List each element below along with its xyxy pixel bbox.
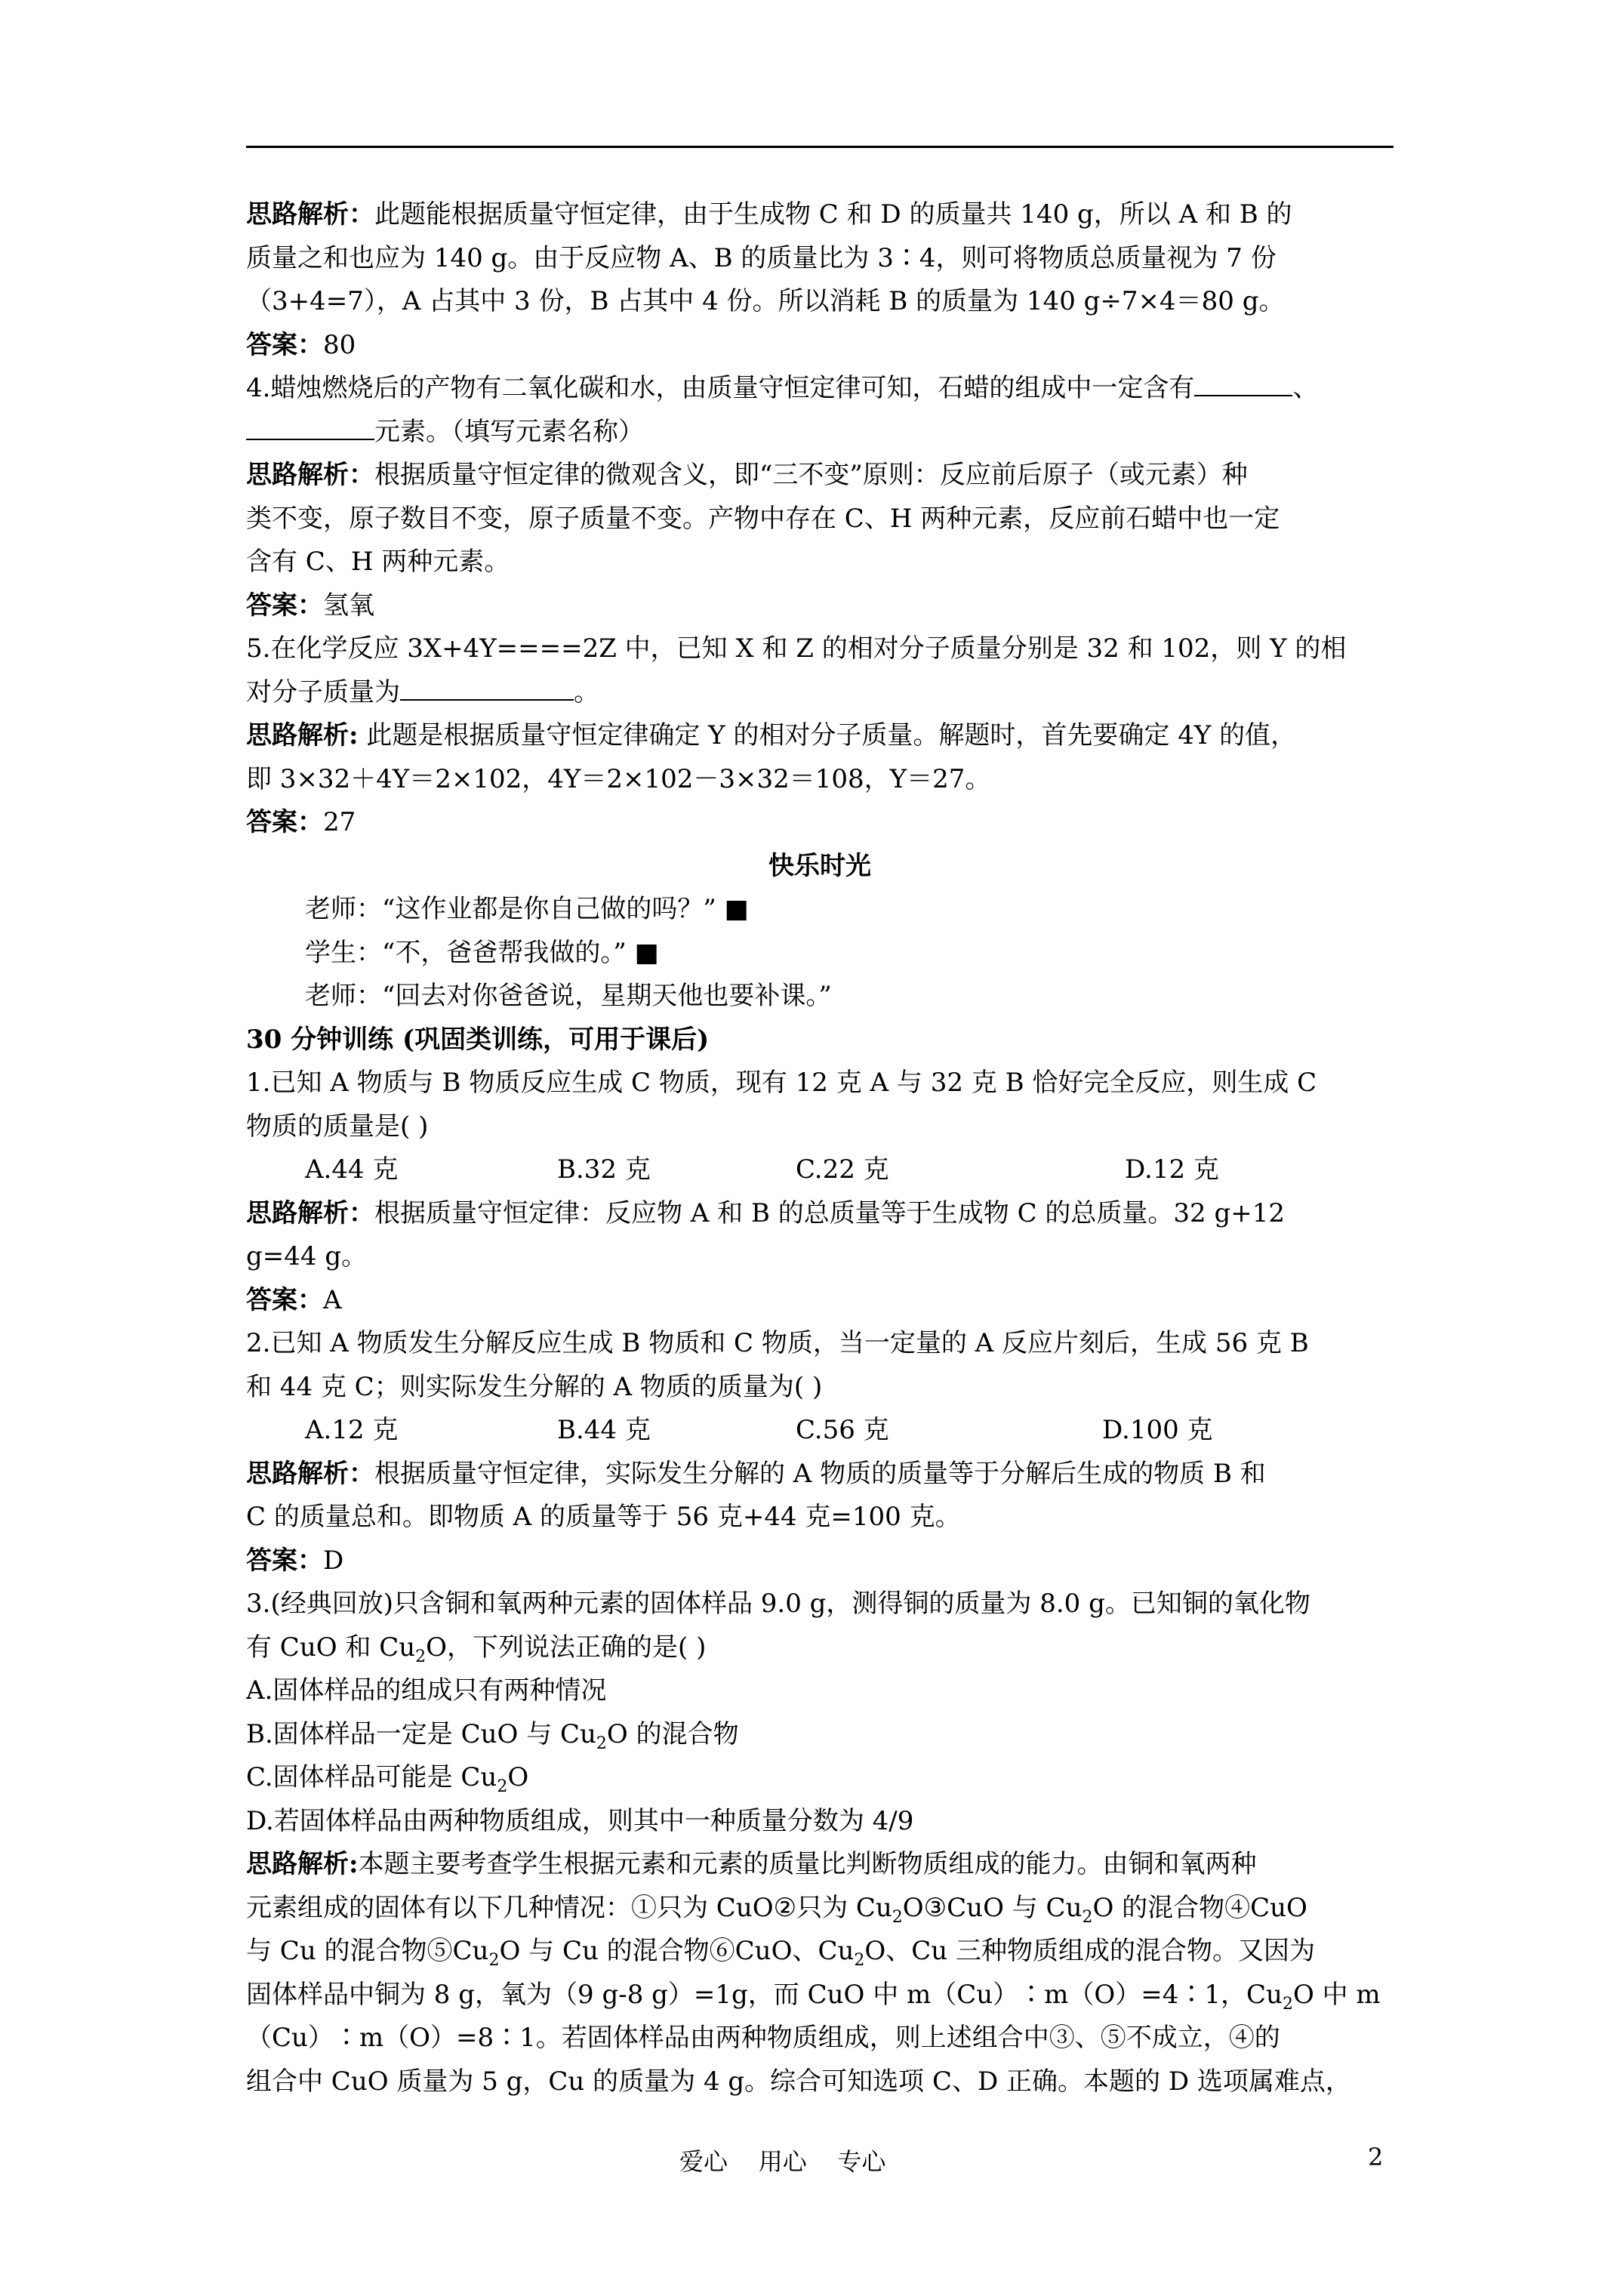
text: （Cu）∶m（O）=8∶1。若固体样品由两种物质组成，则上述组合中③、⑤不成立，④的 — [246, 2023, 1280, 2053]
paragraph-line — [246, 541, 1394, 584]
subscript: 2 — [488, 1950, 500, 1970]
text: O③CuO 与 Cu — [902, 1892, 1083, 1923]
subscript: 2 — [596, 1734, 607, 1753]
text: 。 — [574, 676, 599, 707]
answer-line — [246, 1279, 1394, 1323]
text: O，下列说法正确的是( ) — [426, 1632, 707, 1663]
text: A.固体样品的组成只有两种情况 — [246, 1675, 607, 1706]
question-line — [246, 627, 1394, 671]
choice-line — [246, 1756, 1394, 1800]
answer-label: 答案： — [246, 807, 323, 837]
option-c: C.56 克 — [796, 1415, 889, 1445]
option-a: A.44 克 — [305, 1154, 399, 1185]
answer-line — [246, 324, 1394, 368]
paragraph-line — [246, 193, 1394, 237]
options-row — [246, 1148, 1394, 1192]
paragraph-line — [246, 1887, 1394, 1931]
subscript: 2 — [1282, 1994, 1293, 2014]
text: 对分子质量为 — [246, 676, 400, 707]
question-line — [246, 1105, 1394, 1149]
text: 此题是根据质量守恒定律确定 Y 的相对分子质量。解题时，首先要确定 4Y 的值， — [358, 720, 1297, 750]
joke-line: 学生：“不，爸爸帮我做的。” ■ — [305, 937, 659, 968]
answer-line — [246, 584, 1394, 628]
options-row — [246, 1409, 1394, 1453]
question-line — [246, 1366, 1394, 1410]
text: D.若固体样品由两种物质组成，则其中一种质量分数为 4/9 — [246, 1805, 914, 1836]
choice-line — [246, 1713, 1394, 1757]
paragraph-line — [246, 1192, 1394, 1236]
text: g=44 g。 — [246, 1241, 368, 1271]
answer-value: 氢氧 — [323, 590, 374, 621]
section-title: 快乐时光 — [768, 850, 871, 881]
fill-blank — [246, 416, 374, 440]
answer-label: 答案： — [246, 329, 323, 360]
joke-line: 老师：“这作业都是你自己做的吗？” ■ — [305, 894, 749, 924]
text: 元素。（填写元素名称） — [374, 416, 644, 447]
choice-line — [246, 1800, 1394, 1844]
answer-value: A — [323, 1284, 342, 1315]
option-a: A.12 克 — [305, 1415, 399, 1445]
text: 此题能根据质量守恒定律，由于生成物 C 和 D 的质量共 140 g，所以 A 和 B 的 — [374, 199, 1292, 230]
text: 4.蜡烛燃烧后的产物有二氧化碳和水，由质量守恒定律可知，石蜡的组成中一定含有 — [246, 373, 1195, 403]
fill-blank — [400, 676, 574, 701]
answer-value: D — [323, 1545, 344, 1576]
answer-label: 答案： — [246, 1545, 323, 1576]
paragraph-line — [246, 1235, 1394, 1279]
text: 含有 C、H 两种元素。 — [246, 547, 510, 577]
section-heading: 30 分钟训练 (巩固类训练，可用于课后) — [246, 1024, 710, 1055]
paragraph-line — [246, 1930, 1394, 1974]
text: 2.已知 A 物质发生分解反应生成 B 物质和 C 物质，当一定量的 A 反应片刻后，生成 56 克 B — [246, 1328, 1309, 1358]
text: （3+4=7），A 占其中 3 份，B 占其中 4 份。所以消耗 B 的质量为 140 g÷7×4＝80 g。 — [246, 286, 1285, 316]
paragraph-line — [246, 2017, 1394, 2060]
question-line — [246, 1322, 1394, 1366]
analysis-label: 思路解析: — [246, 1849, 359, 1879]
text: O、Cu 三种物质组成的混合物。又因为 — [864, 1936, 1315, 1966]
joke-line: 老师：“回去对你爸爸说，星期天他也要补课。” — [305, 981, 832, 1011]
text: 质量之和也应为 140 g。由于反应物 A、B 的质量比为 3∶4，则可将物质总质量视为 7 份 — [246, 242, 1277, 273]
choice-line — [246, 1669, 1394, 1713]
text: C.固体样品可能是 Cu — [246, 1762, 497, 1792]
paragraph-line — [246, 1453, 1394, 1496]
subscript: 2 — [497, 1777, 508, 1796]
footer-motto: 爱心 用心 专心 — [679, 2147, 886, 2176]
text: C 的质量总和。即物质 A 的质量等于 56 克+44 克=100 克。 — [246, 1502, 961, 1532]
fill-blank — [1194, 372, 1292, 396]
text: 组合中 CuO 质量为 5 g，Cu 的质量为 4 g。综合可知选项 C、D 正确。本题的 D 选项属难点， — [246, 2066, 1351, 2097]
question-line — [246, 1062, 1394, 1105]
subscript: 2 — [415, 1647, 427, 1666]
option-d: D.12 克 — [1125, 1154, 1219, 1185]
paragraph-line — [246, 714, 1394, 758]
option-b: B.32 克 — [557, 1154, 651, 1185]
question-line — [246, 411, 1394, 455]
analysis-label: 思路解析： — [246, 460, 374, 490]
answer-line — [246, 1539, 1394, 1583]
paragraph-line — [246, 758, 1394, 802]
header-rule — [246, 146, 1394, 148]
text: O 与 Cu 的混合物⑥CuO、Cu — [499, 1936, 855, 1966]
text: 固体样品中铜为 8 g，氧为（9 g-8 g）=1g，而 CuO 中 m（Cu）∶m（O）=4∶1，Cu — [246, 1979, 1283, 2010]
text: 类不变，原子数目不变，原子质量不变。产物中存在 C、H 两种元素，反应前石蜡中也一定 — [246, 503, 1280, 534]
paragraph-line — [246, 1843, 1394, 1887]
option-c: C.22 克 — [796, 1154, 889, 1185]
text: 有 CuO 和 Cu — [246, 1632, 416, 1663]
text: 根据质量守恒定律，实际发生分解的 A 物质的质量等于分解后生成的物质 B 和 — [374, 1458, 1266, 1489]
analysis-label: 思路解析: — [246, 720, 359, 750]
subscript: 2 — [854, 1950, 865, 1970]
text: O — [507, 1762, 529, 1792]
paragraph-line — [246, 1974, 1394, 2017]
page-number: 2 — [1368, 2143, 1384, 2171]
text: 、 — [1292, 373, 1319, 403]
text: 本题主要考查学生根据元素和元素的质量比判断物质组成的能力。由铜和氧两种 — [358, 1849, 1257, 1879]
paragraph-line — [246, 237, 1394, 281]
question-line — [246, 1583, 1394, 1626]
answer-line — [246, 801, 1394, 845]
subscript: 2 — [892, 1907, 903, 1927]
text: 1.已知 A 物质与 B 物质反应生成 C 物质，现有 12 克 A 与 32 克 B 恰好完全反应，则生成 C — [246, 1068, 1317, 1098]
option-b: B.44 克 — [557, 1415, 651, 1445]
paragraph-line — [246, 454, 1394, 498]
paragraph-line — [246, 280, 1394, 324]
analysis-label: 思路解析： — [246, 199, 374, 230]
paragraph-line — [246, 498, 1394, 541]
analysis-label: 思路解析： — [246, 1458, 374, 1489]
text: 根据质量守恒定律：反应物 A 和 B 的总质量等于生成物 C 的总质量。32 g+12 — [374, 1197, 1285, 1228]
analysis-label: 思路解析： — [246, 1197, 374, 1228]
text: O 的混合物 — [606, 1718, 739, 1749]
paragraph-line — [246, 1496, 1394, 1539]
text: 元素组成的固体有以下几种情况：①只为 CuO②只为 Cu — [246, 1892, 892, 1923]
text: B.固体样品一定是 CuO 与 Cu — [246, 1718, 596, 1749]
answer-value: 27 — [323, 807, 356, 837]
paragraph-line — [246, 2060, 1394, 2104]
question-line — [246, 671, 1394, 715]
text: 与 Cu 的混合物⑤Cu — [246, 1936, 489, 1966]
text: O 中 m — [1292, 1979, 1381, 2010]
answer-label: 答案： — [246, 590, 323, 621]
question-line — [246, 367, 1394, 411]
text: 5.在化学反应 3X+4Y====2Z 中，已知 X 和 Z 的相对分子质量分别是 32 和 102，则 Y 的相 — [246, 633, 1347, 664]
text: 3.(经典回放)只含铜和氧两种元素的固体样品 9.0 g，测得铜的质量为 8.0 g。已知铜的氧化物 — [246, 1589, 1310, 1619]
text: 即 3×32＋4Y＝2×102，4Y＝2×102－3×32＝108，Y＝27。 — [246, 763, 991, 794]
text: 根据质量守恒定律的微观含义，即“三不变”原则：反应前后原子（或元素）种 — [374, 460, 1248, 490]
answer-value: 80 — [323, 329, 356, 360]
subscript: 2 — [1082, 1907, 1093, 1927]
document-body — [246, 193, 1394, 2103]
option-d: D.100 克 — [1102, 1415, 1213, 1445]
question-line — [246, 1626, 1394, 1670]
answer-label: 答案： — [246, 1284, 323, 1315]
text: 和 44 克 C；则实际发生分解的 A 物质的质量为( ) — [246, 1371, 823, 1402]
text: O 的混合物④CuO — [1092, 1892, 1307, 1923]
text: 物质的质量是( ) — [246, 1111, 429, 1142]
